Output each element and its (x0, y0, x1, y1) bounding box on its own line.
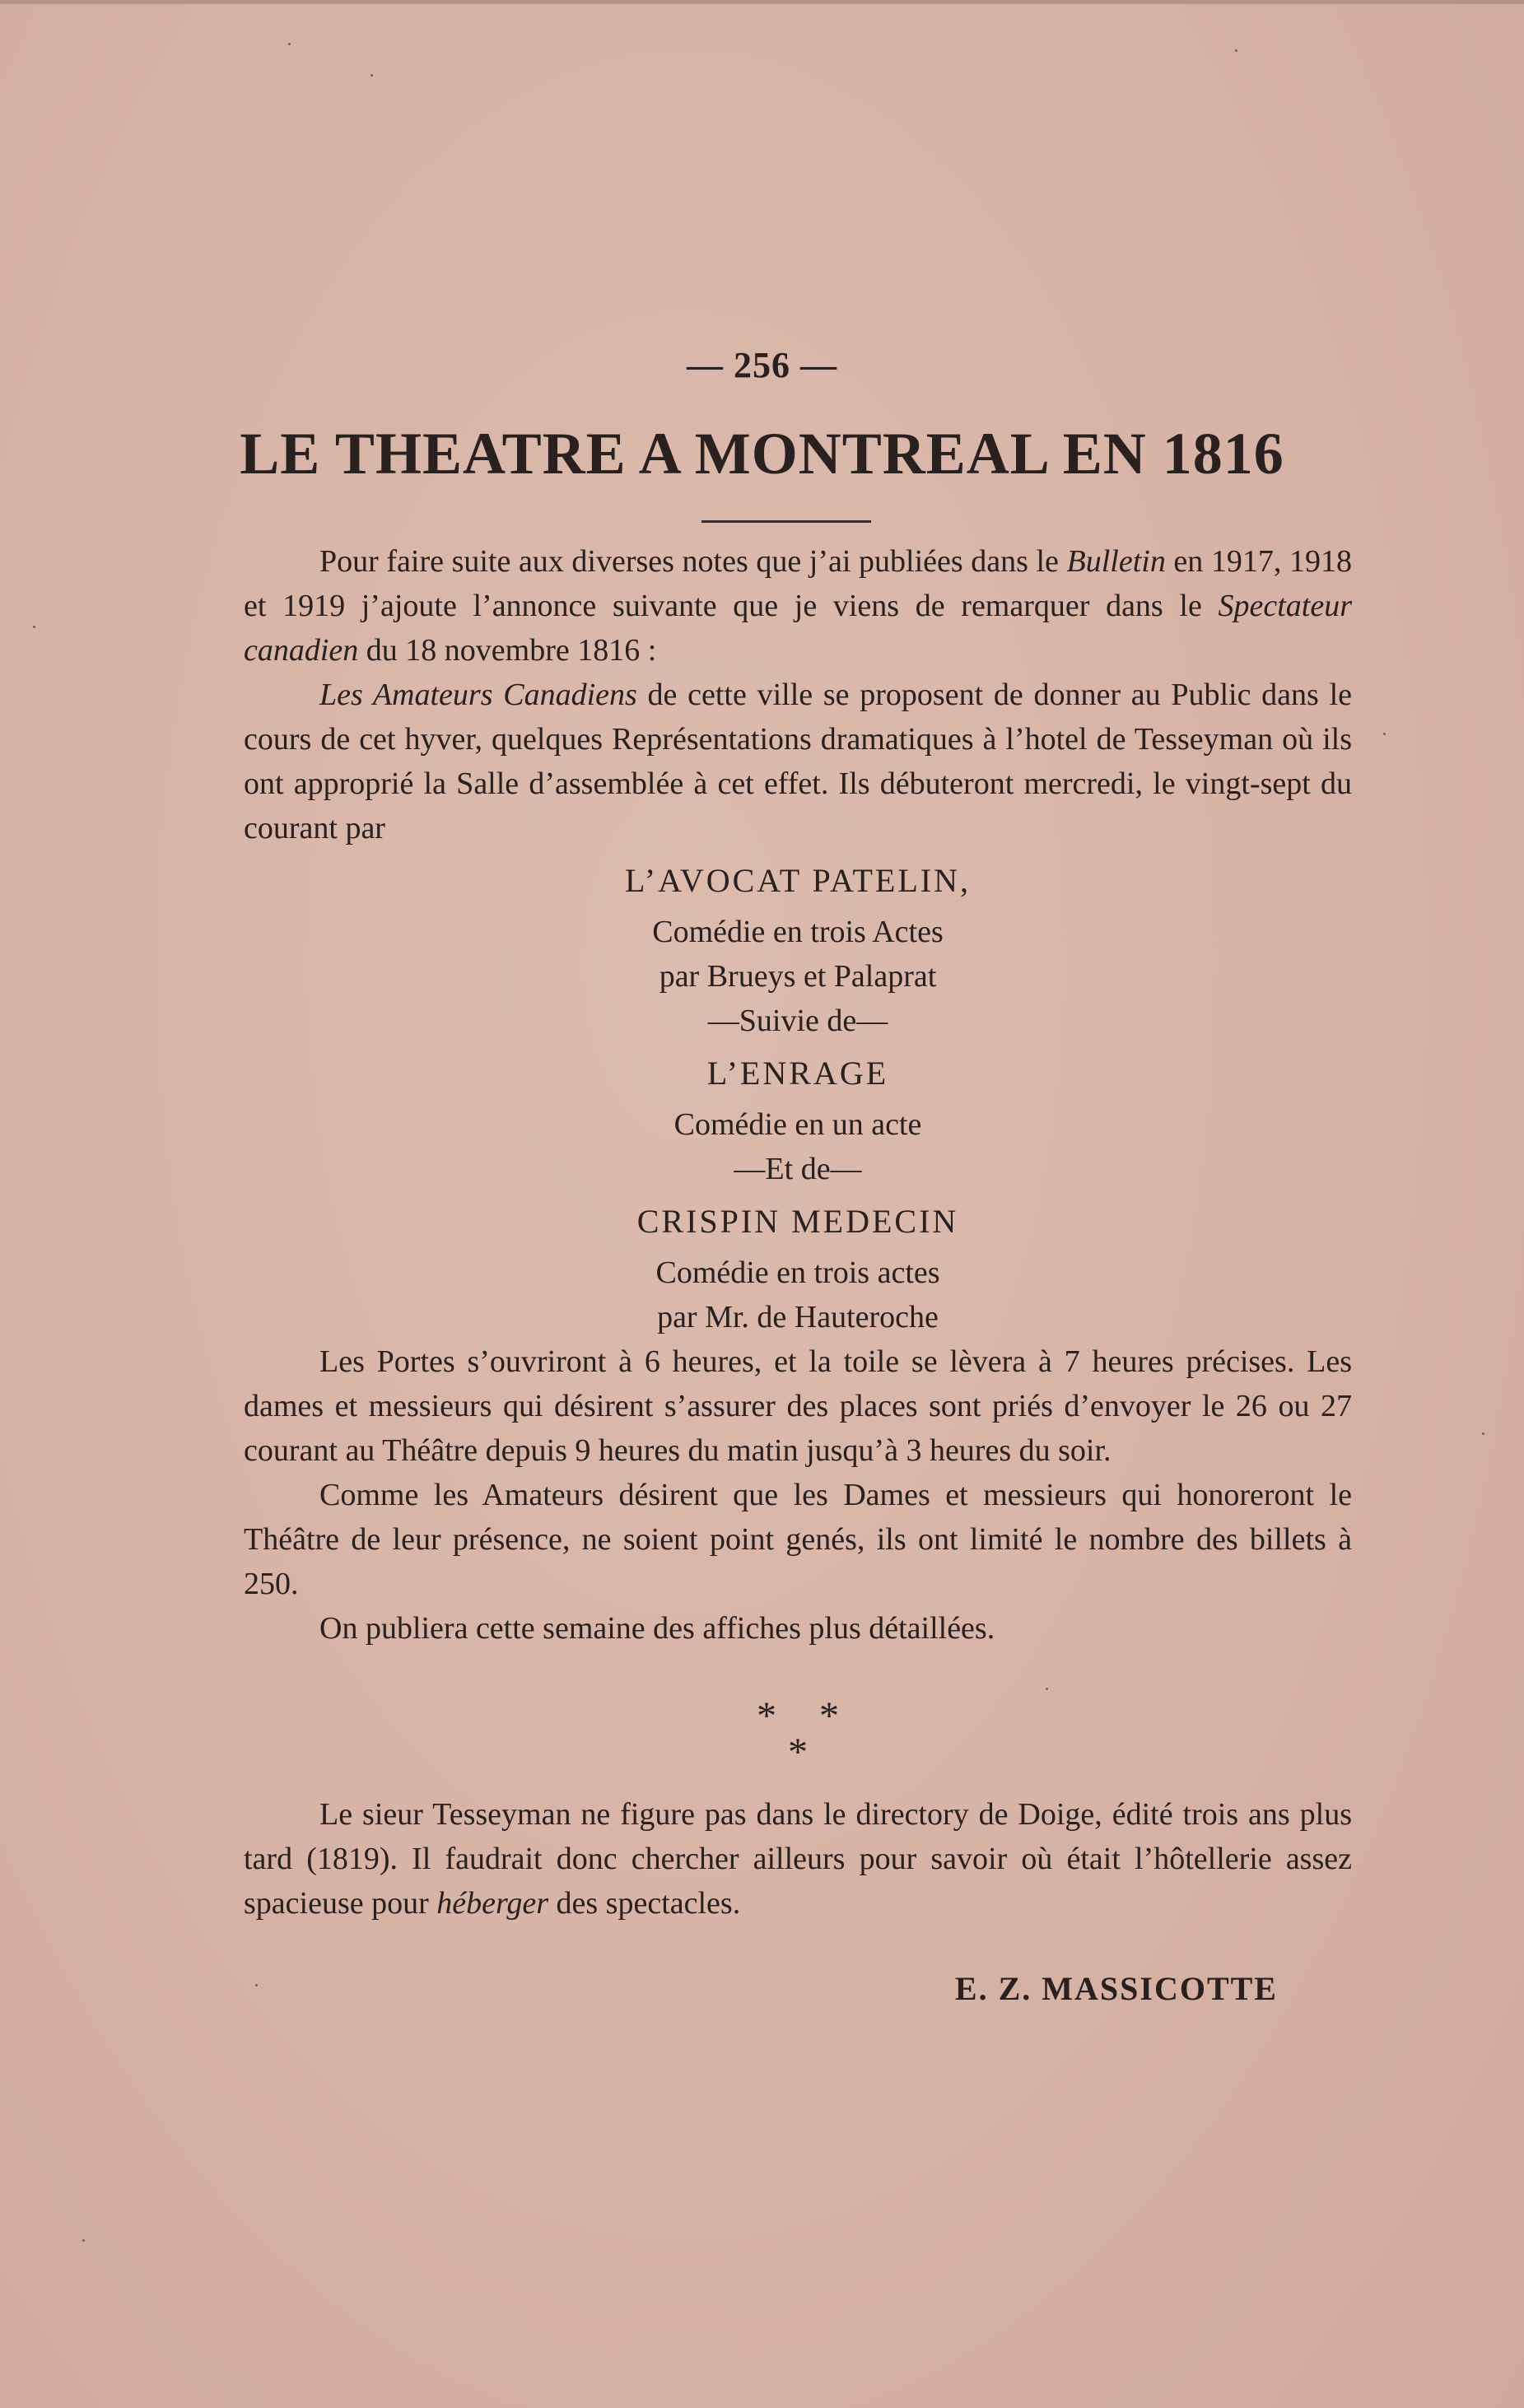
paper-speck (1482, 1432, 1484, 1435)
tickets-paragraph: Comme les Amateurs désirent que les Dames et messieurs qui honoreront le Théâtre de leur présence, ne soient point genés, ils ont limité le nombre des billets à 250. (244, 1478, 1352, 1601)
top-edge (0, 0, 1524, 4)
play1-title: L’AVOCAT PATELIN, (625, 862, 971, 899)
paper-speck (288, 43, 291, 45)
posters-paragraph: On publiera cette semaine des affiches plus détaillées. (319, 1611, 995, 1646)
heberger-word: héberger (436, 1886, 549, 1921)
doors-paragraph: Les Portes s’ouvriront à 6 heures, et la toile se lèvera à 7 heures précises. Les dames et messieurs qui désirent s’assurer des places sont priés d’envoyer le 26 ou 27 courant au Théâtre depuis 9 heures du matin jusqu’à 3 heures du soir. (244, 1344, 1352, 1468)
separator-et-de: —Et de— (734, 1152, 862, 1186)
newspaper-title: Spectateur canadien (244, 589, 1352, 668)
troupe-name: Les Amateurs Canadiens (319, 678, 637, 712)
page-number: — 256 — (687, 345, 837, 385)
article-title: LE THEATRE A MONTREAL EN 1816 (240, 421, 1284, 487)
asterisks-top: * * (757, 1694, 839, 1738)
paper-speck (1235, 49, 1237, 52)
paper-speck (1046, 1688, 1048, 1690)
play1-genre: Comédie en trois Actes (652, 915, 944, 949)
play3-title: CRISPIN MEDECIN (636, 1203, 959, 1240)
paper-speck (1383, 733, 1386, 735)
section-break-asterisks (244, 1694, 1352, 1774)
author-signature: E. Z. MASSICOTTE (954, 1970, 1278, 2007)
paper-speck (371, 74, 373, 77)
paper-speck (33, 626, 35, 628)
play3-author: par Mr. de Hauteroche (657, 1300, 939, 1334)
separator-suivie: —Suivie de— (707, 1004, 888, 1038)
announcement-paragraph: Les Amateurs Canadiens de cette ville se proposent de donner au Public dans le cours de cet hyver, quelques Représentations dramatiques à l’hotel de Tesseyman où ils ont approprié la Salle d’assemblée à cet effet. Ils débuteront mercredi, le vingt-sept du courant par (244, 678, 1352, 845)
intro-paragraph: Pour faire suite aux diverses notes que j’ai publiées dans le Bulletin en 1917, 1918 et 1919 j’ajoute l’annonce suivante que je viens de remarquer dans le Spectateur canadien du 18 novembre 1816 : (244, 544, 1352, 668)
bulletin-title: Bulletin (1066, 544, 1166, 579)
play1-author: par Brueys et Palaprat (659, 959, 937, 994)
title-rule (701, 520, 871, 523)
play2-genre: Comédie en un acte (673, 1107, 922, 1142)
article-body (244, 539, 1352, 2011)
note-paragraph: Le sieur Tesseyman ne figure pas dans le directory de Doige, édité trois ans plus tard (1819). Il faudrait donc chercher ailleurs pour savoir où était l’hôtellerie assez spacieuse pour héberger des spectacles. (244, 1797, 1352, 1921)
asterisk-bottom: * (788, 1730, 808, 1774)
paper-speck (82, 2239, 85, 2242)
play3-genre: Comédie en trois actes (655, 1255, 940, 1290)
play2-title: L’ENRAGE (706, 1055, 889, 1092)
paper-speck (255, 1984, 258, 1986)
